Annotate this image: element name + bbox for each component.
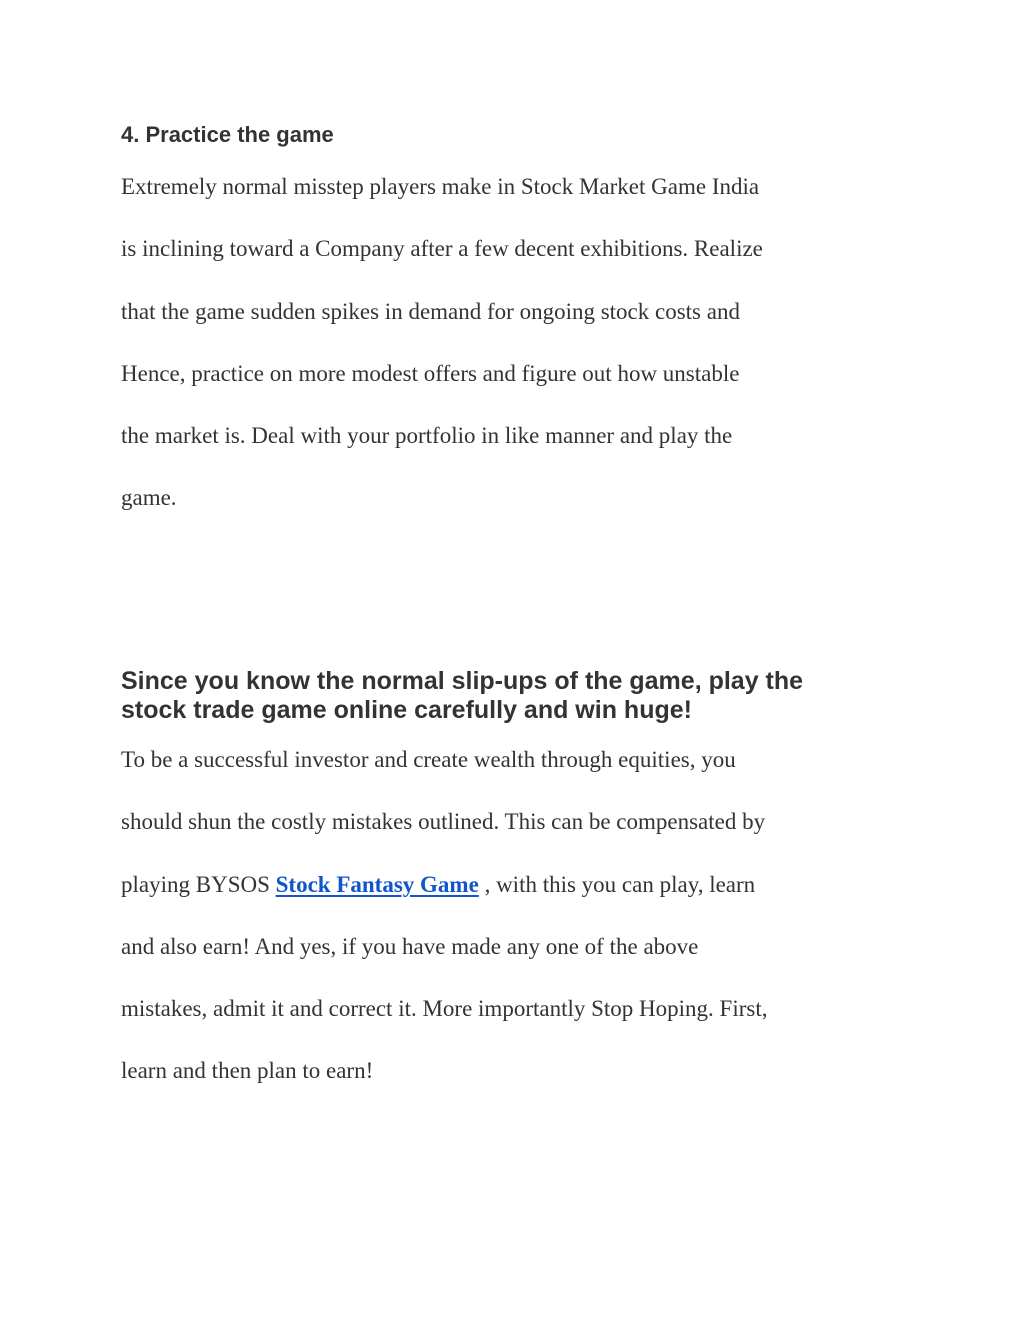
- paragraph-line: mistakes, admit it and correct it. More importantly Stop Hoping. First,: [121, 996, 768, 1022]
- paragraph-line: should shun the costly mistakes outlined. This can be compensated by: [121, 809, 766, 835]
- paragraph-line: and also earn! And yes, if you have made any one of the above: [121, 933, 699, 959]
- paragraph-line: Extremely normal misstep players make in Stock Market Game India: [121, 174, 760, 199]
- link-prefix-text: playing BYSOS: [121, 871, 276, 897]
- section-heading-conclusion: [121, 667, 921, 725]
- paragraph-practice: [121, 172, 921, 546]
- heading-line: Since you know the normal slip-ups of the game, play the: [121, 667, 804, 695]
- section-heading-practice: 4. Practice the game: [121, 122, 334, 147]
- paragraph-line: is inclining toward a Company after a few decent exhibitions. Realize: [121, 236, 763, 262]
- paragraph-line-with-link: [121, 870, 921, 932]
- paragraph-line: that the game sudden spikes in demand for ongoing stock costs and: [121, 298, 740, 324]
- heading-line: stock trade game online carefully and win huge!: [121, 696, 692, 724]
- paragraph-conclusion: [121, 745, 921, 1119]
- paragraph-line: Hence, practice on more modest offers and figure out how unstable: [121, 360, 740, 386]
- paragraph-line: learn and then plan to earn!: [121, 1058, 374, 1084]
- link-suffix-text: , with this you can play, learn: [478, 871, 756, 897]
- paragraph-line: To be a successful investor and create wealth through equities, you: [121, 747, 736, 772]
- paragraph-line: game.: [121, 485, 177, 511]
- stock-fantasy-game-link[interactable]: Stock Fantasy Game: [275, 871, 479, 897]
- paragraph-line: the market is. Deal with your portfolio in like manner and play the: [121, 423, 733, 449]
